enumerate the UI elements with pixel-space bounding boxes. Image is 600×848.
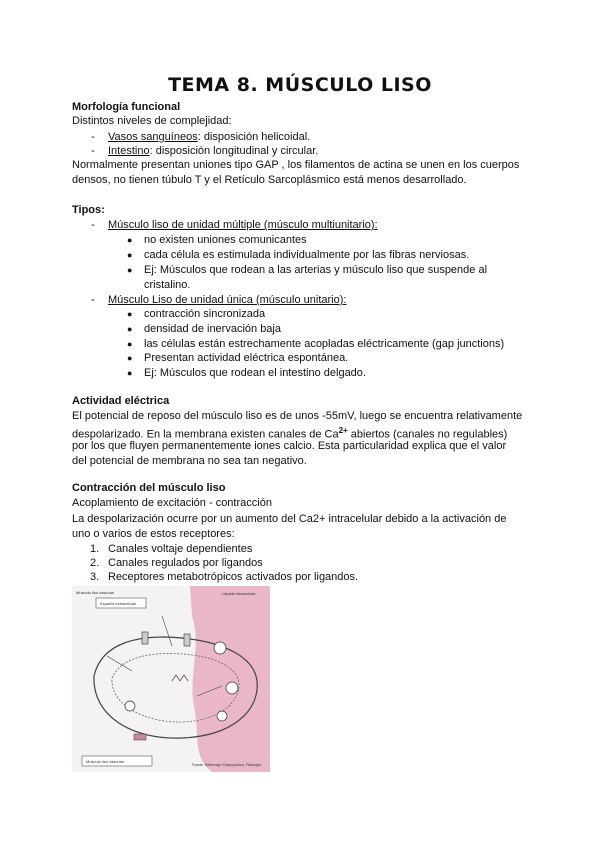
bullet-text: Ej: Músculos que rodean a las arterias y músculo liso que suspende al	[144, 264, 488, 276]
paragraph-line: despolarizado. En la membrana existen canales de $Ca^{2+}$ abiertos (canales no regulables)	[72, 426, 508, 441]
figure-credit: Fuente: Silbernagl / Despopoulos, Fisiología	[192, 763, 261, 767]
list-number: 1.	[90, 543, 100, 555]
bullet-text: no existen uniones comunicantes	[144, 234, 307, 246]
bullet-dot: ●	[127, 309, 133, 319]
receptor-icon	[125, 701, 135, 711]
figure-label-intracellular: Liquido intracelular	[222, 591, 256, 596]
intracellular-region	[190, 586, 270, 772]
bullet-dot: ●	[127, 324, 133, 334]
list-text: Canales voltaje dependientes	[108, 543, 253, 555]
section-heading-tipos: Tipos:	[72, 204, 105, 216]
paragraph-line: El potencial de reposo del músculo liso es de unos -55mV, luego se encuentra relativamente	[72, 410, 523, 422]
bullet-text-continued: cristalino.	[144, 279, 191, 291]
bullet-text: las células están estrechamente acopladas eléctricamente (gap junctions)	[144, 338, 505, 350]
paragraph-line: del potencial de membrana no sea tan negativo.	[72, 455, 307, 467]
section-heading-morfologia: Morfología funcional	[72, 101, 181, 113]
section-heading-contraccion: Contracción del músculo liso	[72, 482, 226, 494]
receptor-icon	[214, 642, 226, 654]
bullet-text: cada célula es estimulada individualmente por las fibras nerviosas.	[144, 249, 470, 261]
smooth-muscle-diagram	[72, 586, 270, 772]
bullet-dot: ●	[127, 339, 133, 349]
page-title: TEMA 8. MÚSCULO LISO	[168, 74, 432, 96]
dash-bullet: -	[91, 294, 95, 306]
paragraph-line: densos, no tienen túbulo T y el Retículo Sarcoplásmico está menos desarrollado.	[72, 174, 467, 186]
channel-icon	[142, 632, 148, 644]
figure-label-top-left: Músculo liso vascular	[76, 590, 115, 595]
list-item-multiunitario: Músculo liso de unidad múltiple (músculo multiunitario):	[108, 219, 378, 231]
dash-bullet: -	[91, 145, 95, 157]
bullet-dot: ●	[127, 368, 133, 378]
bullet-text: densidad de inervación baja	[144, 323, 281, 335]
receptor-icon	[217, 711, 227, 721]
list-item-unitario: Músculo Liso de unidad única (músculo unitario):	[108, 294, 347, 306]
bullet-text: contracción sincronizada	[144, 308, 266, 320]
figure-label-extracellular: Espacio extracelular	[100, 601, 137, 606]
bullet-dot: ●	[127, 250, 133, 260]
list-item-intestino: Intestino: disposición longitudinal y circular.	[108, 145, 319, 157]
bullet-text: Presentan actividad eléctrica espontánea.	[144, 352, 349, 364]
list-text: Receptores metabotrópicos activados por ligandos.	[108, 571, 359, 583]
list-text: Canales regulados por ligandos	[108, 557, 263, 569]
list-number: 2.	[90, 557, 100, 569]
bullet-text: Ej: Músculos que rodean el intestino delgado.	[144, 367, 366, 379]
paragraph-line: por los que fluyen permanentemente iones calcio. Esta particularidad explica que el valor	[72, 440, 507, 452]
paragraph-line: Normalmente presentan uniones tipo GAP , los filamentos de actina se unen en los cuerpos	[72, 159, 520, 171]
dash-bullet: -	[91, 131, 95, 143]
morfologia-intro: Distintos niveles de complejidad:	[72, 115, 232, 127]
bullet-dot: ●	[127, 265, 133, 275]
dash-bullet: -	[91, 219, 95, 231]
list-item-vasos: Vasos sanguíneos: disposición helicoidal.	[108, 131, 311, 143]
subheading: Acoplamiento de excitación - contracción	[72, 497, 272, 509]
bullet-dot: ●	[127, 235, 133, 245]
paragraph-line: uno o varios de estos receptores:	[72, 528, 235, 540]
channel-icon	[184, 634, 190, 646]
list-number: 3.	[90, 571, 100, 583]
paragraph-line: La despolarización ocurre por un aumento del Ca2+ intracelular debido a la activación de	[72, 513, 507, 525]
pump-icon	[134, 734, 146, 740]
bullet-dot: ●	[127, 353, 133, 363]
section-heading-actividad: Actividad eléctrica	[72, 395, 170, 407]
receptor-icon	[226, 682, 238, 694]
figure-label-bottom: Músculo liso vascular	[86, 759, 125, 764]
